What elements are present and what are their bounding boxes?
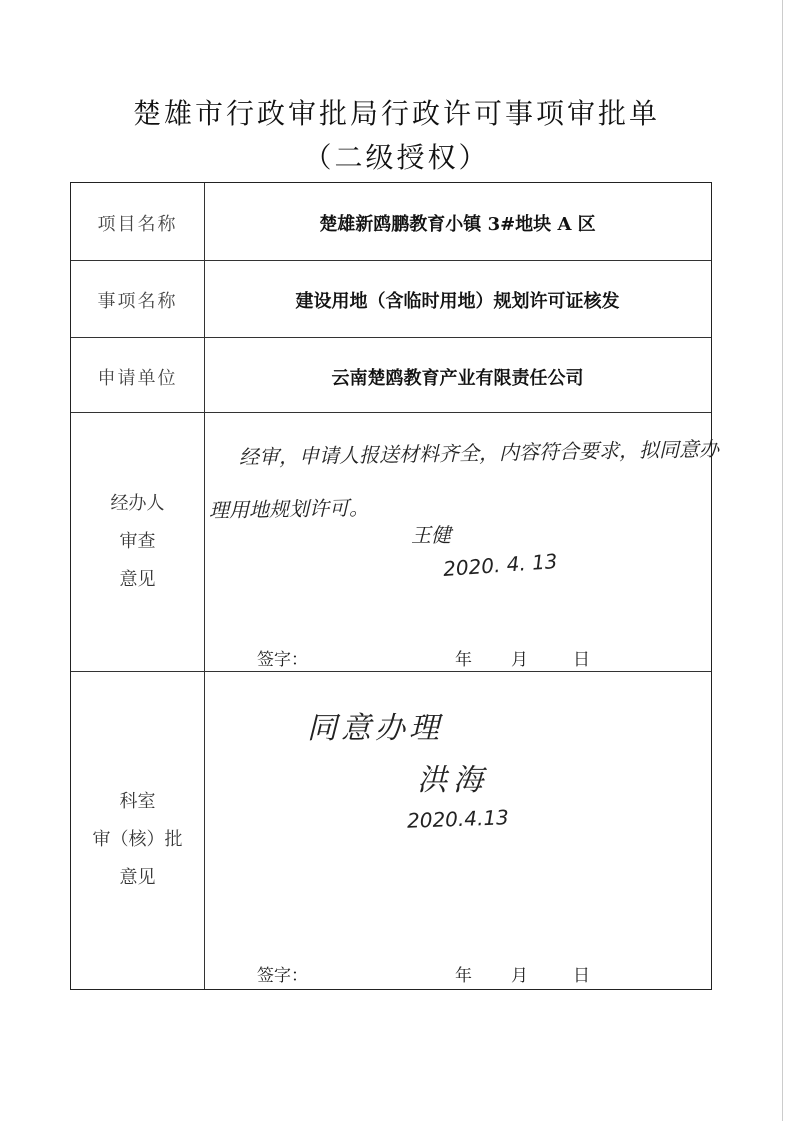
handler-review-label: [71, 485, 204, 599]
page-title: 楚雄市行政审批局行政许可事项审批单: [132, 97, 660, 130]
row-divider: [71, 260, 711, 261]
approval-form-table: [70, 182, 720, 990]
project-name-label: 项目名称: [97, 214, 178, 235]
section-day-label: 日: [573, 966, 590, 986]
handler-label-line: 经办人: [110, 493, 165, 514]
handler-label-line: 意见: [119, 569, 156, 590]
applicant-value: 云南楚鸥教育产业有限责任公司: [331, 368, 584, 389]
section-year-label: 年: [455, 966, 472, 986]
handler-year-label: 年: [455, 650, 472, 670]
applicant-label: 申请单位: [97, 368, 178, 389]
handler-month-label: 月: [511, 650, 528, 670]
section-month-label: 月: [511, 966, 528, 986]
row-divider: [71, 337, 711, 338]
item-name-value: 建设用地（含临时用地）规划许可证核发: [295, 291, 620, 312]
section-date: 2020.4.13: [406, 805, 510, 833]
section-opinion: 同意办理: [307, 711, 443, 746]
section-label-line: 意见: [119, 867, 156, 888]
handler-sign-label: 签字：: [257, 650, 308, 670]
section-review-label: [71, 783, 204, 897]
page-subtitle: （二级授权）: [303, 141, 490, 174]
handler-date: 2020. 4. 13: [442, 549, 559, 581]
scan-edge-line: [782, 0, 783, 1121]
section-signature: 洪海: [417, 763, 489, 798]
handler-day-label: 日: [573, 650, 590, 670]
handler-signature: 王健: [411, 523, 451, 547]
handler-label-line: 审查: [119, 531, 156, 552]
handler-opinion-line1: 经审，申请人报送材料齐全，内容符合要求，拟同意办: [238, 436, 720, 470]
section-label-line: 科室: [119, 791, 156, 812]
item-name-label: 事项名称: [97, 291, 178, 312]
section-sign-label: 签字：: [257, 966, 308, 986]
row-divider: [71, 671, 711, 672]
section-label-line: 审（核）批: [92, 829, 183, 850]
row-divider: [71, 412, 711, 413]
handler-opinion-line2: 理用地规划许可。: [208, 495, 370, 523]
project-name-value: 楚雄新鸥鹏教育小镇 3#地块 A 区: [319, 214, 596, 235]
